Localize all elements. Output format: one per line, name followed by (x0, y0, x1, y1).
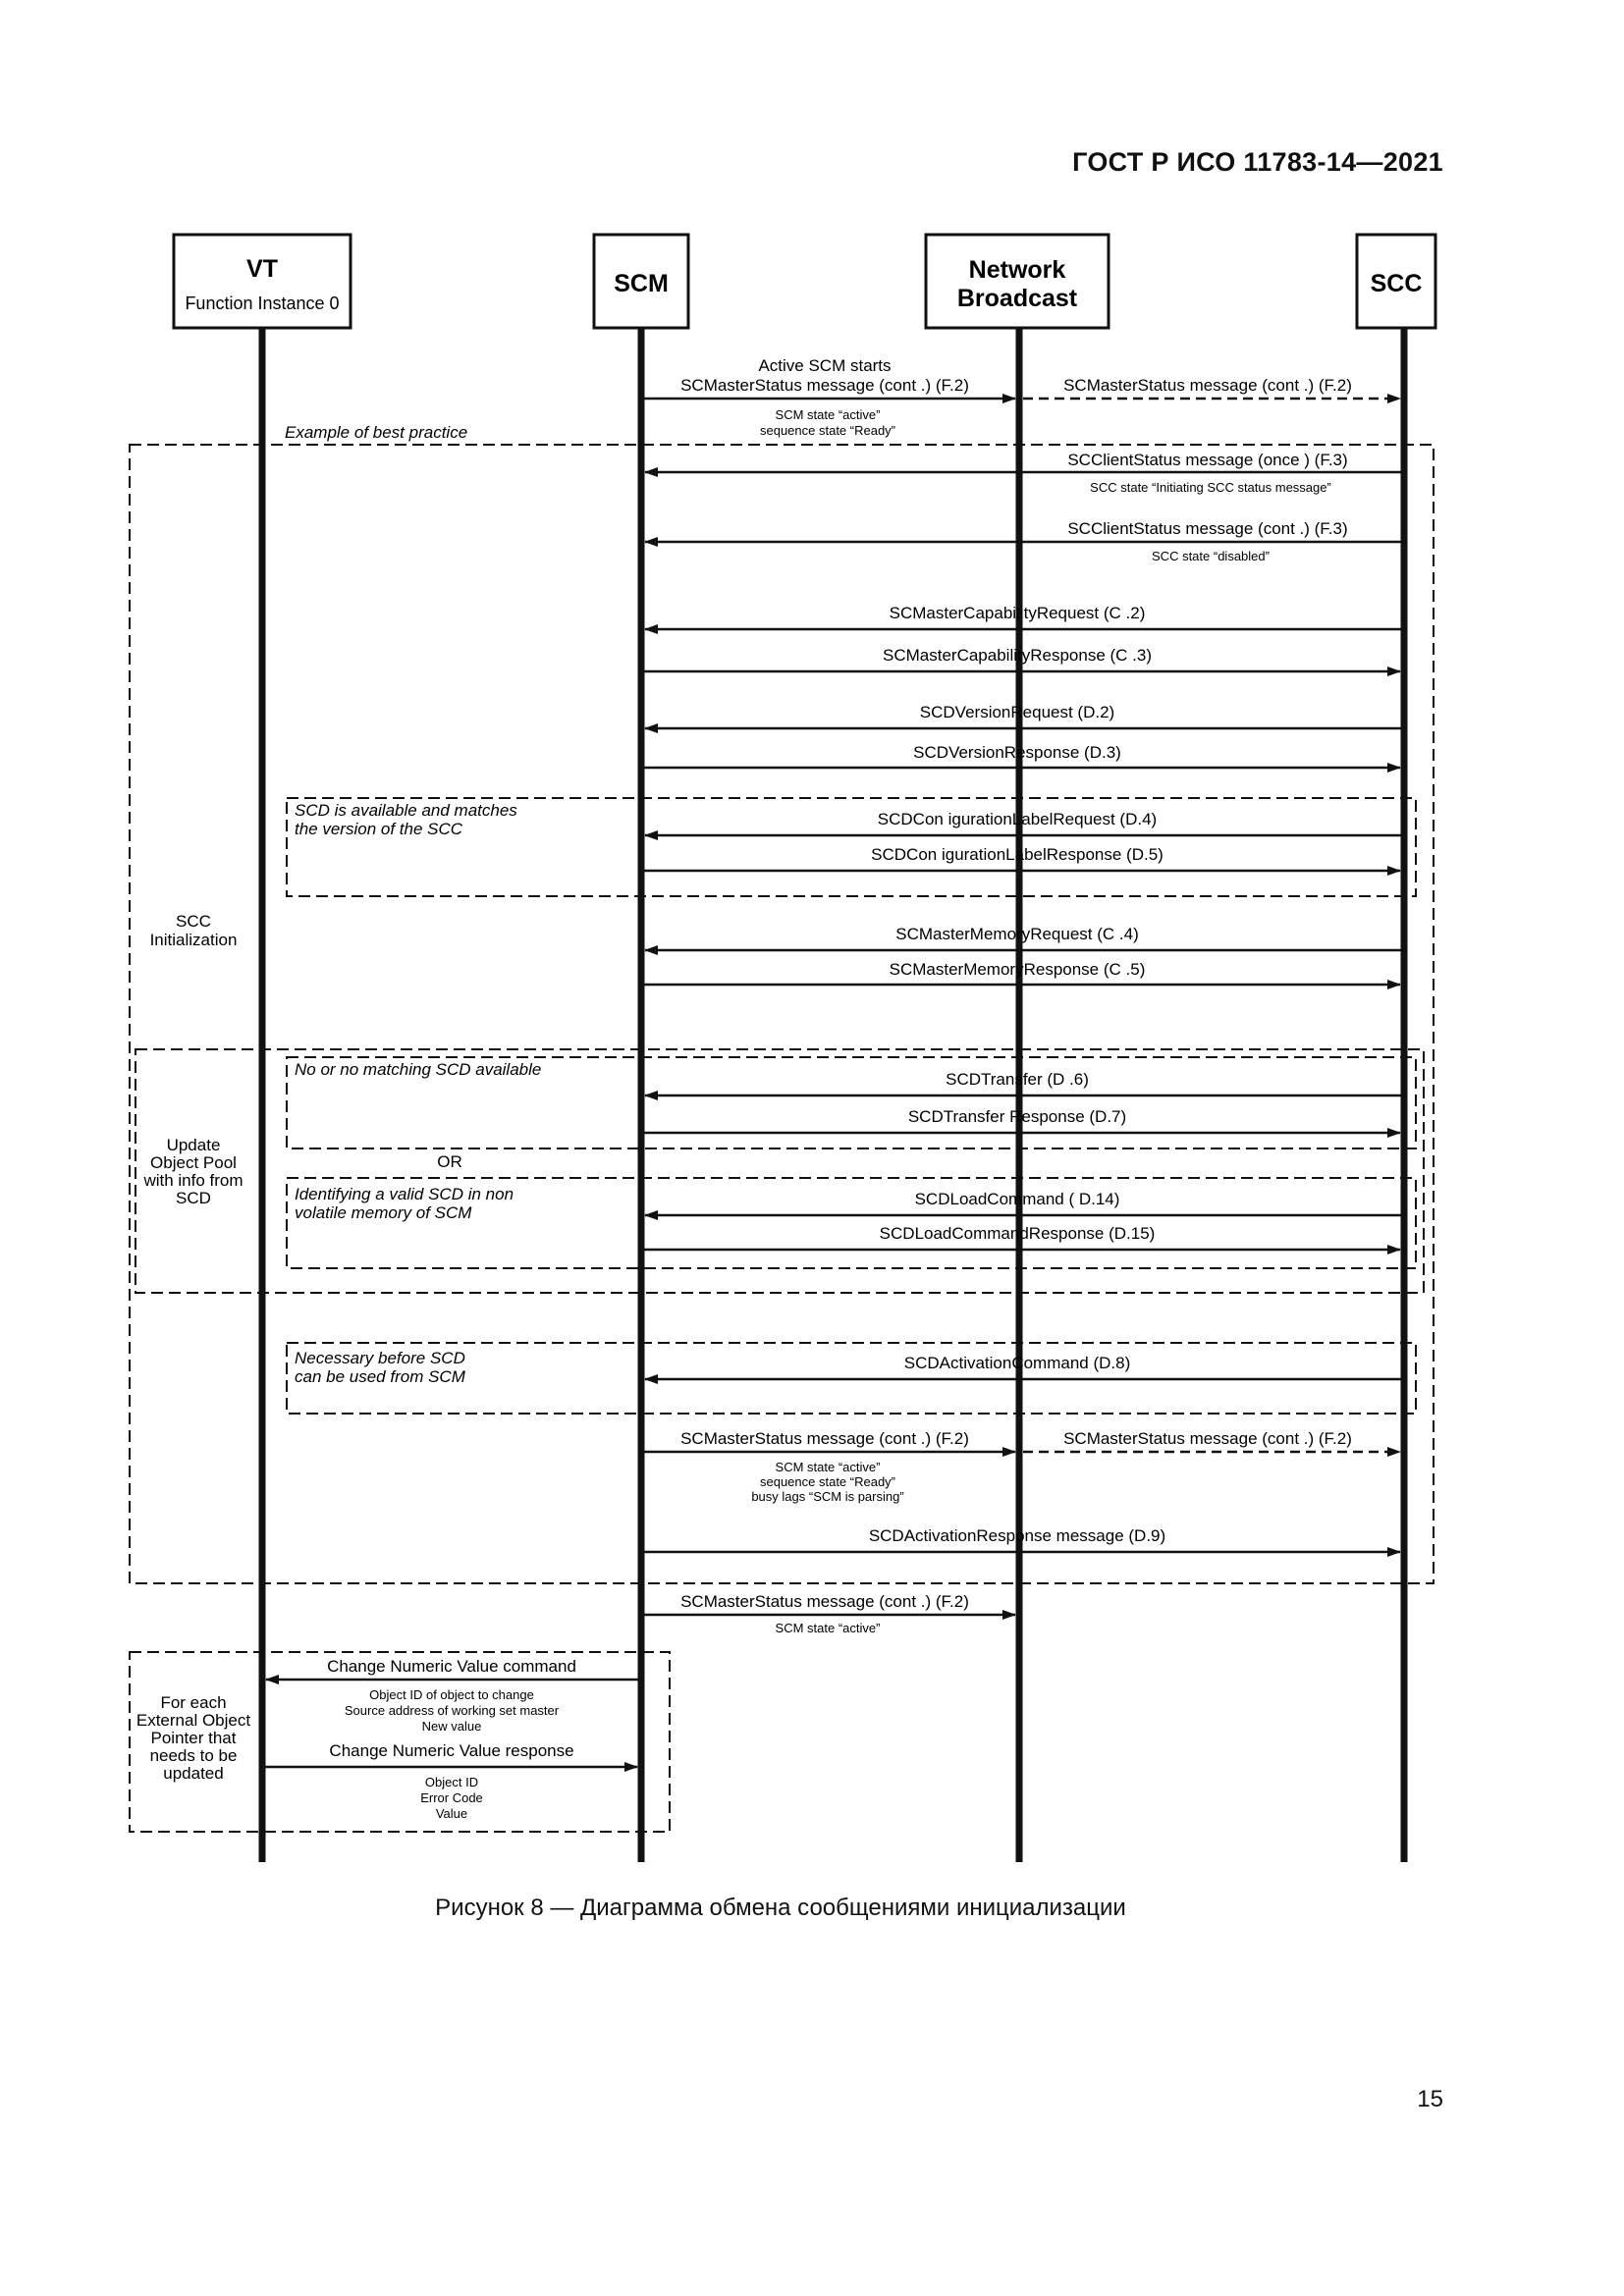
m1-note-2: sequence state “Ready” (759, 423, 896, 438)
m17b-label: SCMasterStatus message (cont .) (F.2) (1063, 1429, 1352, 1448)
m17-note-3: busy lags “SCM is parsing” (751, 1489, 904, 1504)
m19-label: SCMasterStatus message (cont .) (F.2) (680, 1592, 969, 1611)
m5-label: SCMasterCapabilityResponse (C .3) (883, 646, 1152, 665)
m14-label: SCDLoadCommand ( D.14) (914, 1190, 1120, 1208)
m17-label: SCMasterStatus message (cont .) (F.2) (680, 1429, 969, 1448)
frame-identifying-label-1: Identifying a valid SCD in non (295, 1185, 514, 1203)
frame-necessary-label-1: Necessary before SCD (295, 1349, 465, 1367)
participant-nb-title-2: Broadcast (956, 285, 1078, 312)
m3-note: SCC state “disabled” (1152, 549, 1270, 563)
frame-update-pool (135, 1049, 1424, 1293)
m17-note-1: SCM state “active” (775, 1460, 881, 1474)
frame-scc-init-label-1: SCC (176, 912, 211, 931)
m20-note-2: Source address of working set master (344, 1703, 560, 1718)
frame-for-each-label-1: For each (160, 1693, 227, 1712)
frame-update-pool-label-4: SCD (176, 1189, 211, 1207)
participant-scc (1357, 235, 1435, 328)
m7-label: SCDVersionResponse (D.3) (913, 743, 1121, 762)
m4-label: SCMasterCapabilityRequest (C .2) (889, 604, 1146, 622)
m16-label: SCDActivationCommand (D.8) (903, 1354, 1131, 1372)
frame-scd-available-label-2: the version of the SCC (295, 820, 463, 838)
m17-note-2: sequence state “Ready” (759, 1474, 896, 1489)
participant-vt (174, 235, 351, 328)
participant-scm (594, 235, 688, 328)
m9-label: SCDCon igurationLabelResponse (D.5) (871, 845, 1164, 864)
frame-for-each-label-2: External Object (135, 1711, 251, 1730)
frame-identifying-label-2: volatile memory of SCM (295, 1203, 472, 1222)
document-header: ГОСТ Р ИСО 11783-14—2021 (1072, 147, 1443, 177)
frame-update-pool-label-1: Update (166, 1136, 221, 1154)
m21-note-1: Object ID (424, 1775, 479, 1789)
participant-vt-subtitle: Function Instance 0 (185, 294, 340, 313)
m12-label: SCDTransfer (D .6) (946, 1070, 1089, 1089)
participant-vt-title: VT (246, 255, 278, 283)
page-number: 15 (1417, 2086, 1443, 2112)
frame-update-pool-label-3: with info from (143, 1171, 244, 1190)
m21-note-3: Value (435, 1806, 468, 1821)
frame-scc-init-label-2: Initialization (149, 931, 238, 949)
m20-label: Change Numeric Value command (327, 1657, 576, 1676)
m21-label: Change Numeric Value response (329, 1741, 574, 1760)
participant-network-broadcast (926, 235, 1109, 328)
message-arrows (262, 399, 1404, 1767)
m2-note: SCC state “Initiating SCC status message” (1090, 480, 1331, 495)
m3-label: SCClientStatus message (cont .) (F.3) (1067, 519, 1348, 538)
m1-note-1: SCM state “active” (775, 407, 881, 422)
participant-nb-title-1: Network (968, 256, 1066, 284)
frame-best-practice-label: Example of best practice (285, 423, 468, 442)
m2-label: SCClientStatus message (once ) (F.3) (1067, 451, 1348, 469)
frame-for-each-label-4: needs to be (149, 1746, 238, 1765)
frame-update-pool-label-2: Object Pool (150, 1153, 237, 1172)
frame-no-matching-label: No or no matching SCD available (295, 1060, 542, 1079)
message-labels (327, 356, 1352, 1821)
figure-caption: Рисунок 8 — Диаграмма обмена сообщениями инициализации (435, 1895, 1126, 1921)
m10-label: SCMasterMemoryRequest (C .4) (895, 925, 1139, 943)
m1-label-1: Active SCM starts (758, 356, 892, 375)
frame-or-label: OR (437, 1152, 462, 1171)
participant-scm-title: SCM (614, 270, 669, 297)
m13-label: SCDTransfer Response (D.7) (907, 1107, 1127, 1126)
participant-scc-title: SCC (1370, 270, 1423, 297)
frame-scd-available-label-1: SCD is available and matches (295, 801, 517, 820)
m20-note-1: Object ID of object to change (369, 1687, 534, 1702)
m1b-label: SCMasterStatus message (cont .) (F.2) (1063, 376, 1352, 395)
m8-label: SCDCon igurationLabelRequest (D.4) (877, 810, 1158, 828)
m18-label: SCDActivationResponse message (D.9) (868, 1526, 1166, 1545)
frame-for-each-label-3: Pointer that (150, 1729, 237, 1747)
m19-note: SCM state “active” (775, 1621, 881, 1635)
m6-label: SCDVersionRequest (D.2) (919, 703, 1115, 721)
frame-labels (136, 423, 541, 1783)
m20-note-3: New value (421, 1719, 482, 1734)
m15-label: SCDLoadCommandResponse (D.15) (879, 1224, 1156, 1243)
m11-label: SCMasterMemoryResponse (C .5) (889, 960, 1146, 979)
frame-necessary-label-2: can be used from SCM (295, 1367, 465, 1386)
frame-for-each-label-5: updated (163, 1764, 224, 1783)
m1-label-2: SCMasterStatus message (cont .) (F.2) (680, 376, 969, 395)
m21-note-2: Error Code (420, 1790, 483, 1805)
